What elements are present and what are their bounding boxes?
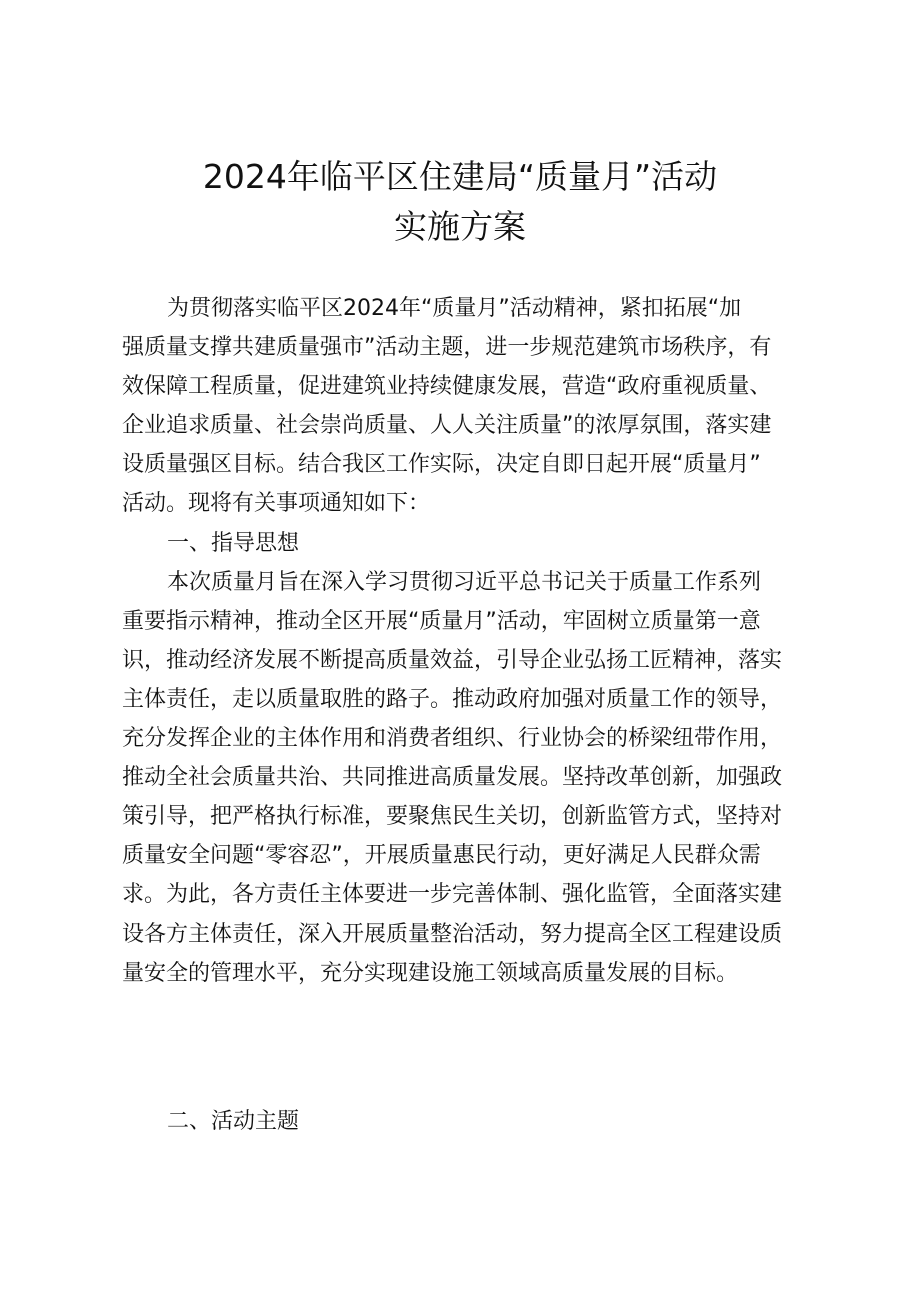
intro-line: 强质量支撑共建质量强市”活动主题，进一步规范建筑市场秩序，有 bbox=[122, 335, 772, 361]
section-1-heading: 一、指导思想 bbox=[167, 530, 300, 556]
section-1-line: 质量安全问题“零容忍”，开展质量惠民行动，更好满足人民群众需 bbox=[122, 843, 761, 869]
intro-line: 活动。现将有关事项通知如下： bbox=[122, 491, 431, 517]
section-1-line: 识，推动经济发展不断提高质量效益，引导企业弘扬工匠精神，落实 bbox=[122, 647, 783, 673]
title-line-2: 实施方案 bbox=[394, 207, 526, 246]
section-1-line: 重要指示精神，推动全区开展“质量月”活动，牢固树立质量第一意 bbox=[122, 608, 761, 634]
section-1-line: 设各方主体责任，深入开展质量整治活动，努力提高全区工程建设质 bbox=[122, 921, 783, 947]
intro-line: 为贯彻落实临平区2024年“质量月”活动精神，紧扣拓展“加 bbox=[167, 296, 742, 321]
intro-line: 企业追求质量、社会崇尚质量、人人关注质量”的浓厚氛围，落实建 bbox=[122, 413, 772, 439]
section-1-line: 求。为此，各方责任主体要进一步完善体制、强化监管，全面落实建 bbox=[122, 882, 783, 908]
section-2-heading: 二、活动主题 bbox=[167, 1109, 300, 1134]
section-1-line: 充分发挥企业的主体作用和消费者组织、行业协会的桥梁纽带作用， bbox=[122, 726, 783, 752]
document-title bbox=[0, 152, 920, 252]
document-body bbox=[122, 289, 802, 993]
section-1-line: 本次质量月旨在深入学习贯彻习近平总书记关于质量工作系列 bbox=[167, 569, 762, 595]
intro-line: 效保障工程质量，促进建筑业持续健康发展，营造“政府重视质量、 bbox=[122, 374, 772, 400]
section-1-line: 推动全社会质量共治、共同推进高质量发展。坚持改革创新，加强政 bbox=[122, 765, 783, 791]
section-1-line: 量安全的管理水平，充分实现建设施工领域高质量发展的目标。 bbox=[122, 960, 739, 986]
section-1-line: 策引导，把严格执行标准，要聚焦民生关切，创新监管方式，坚持对 bbox=[122, 804, 783, 830]
title-line-1: 2024年临平区住建局“质量月”活动 bbox=[202, 157, 718, 196]
section-1-line: 主体责任，走以质量取胜的路子。推动政府加强对质量工作的领导， bbox=[122, 686, 783, 712]
intro-line: 设质量强区目标。结合我区工作实际，决定自即日起开展“质量月” bbox=[122, 452, 761, 478]
